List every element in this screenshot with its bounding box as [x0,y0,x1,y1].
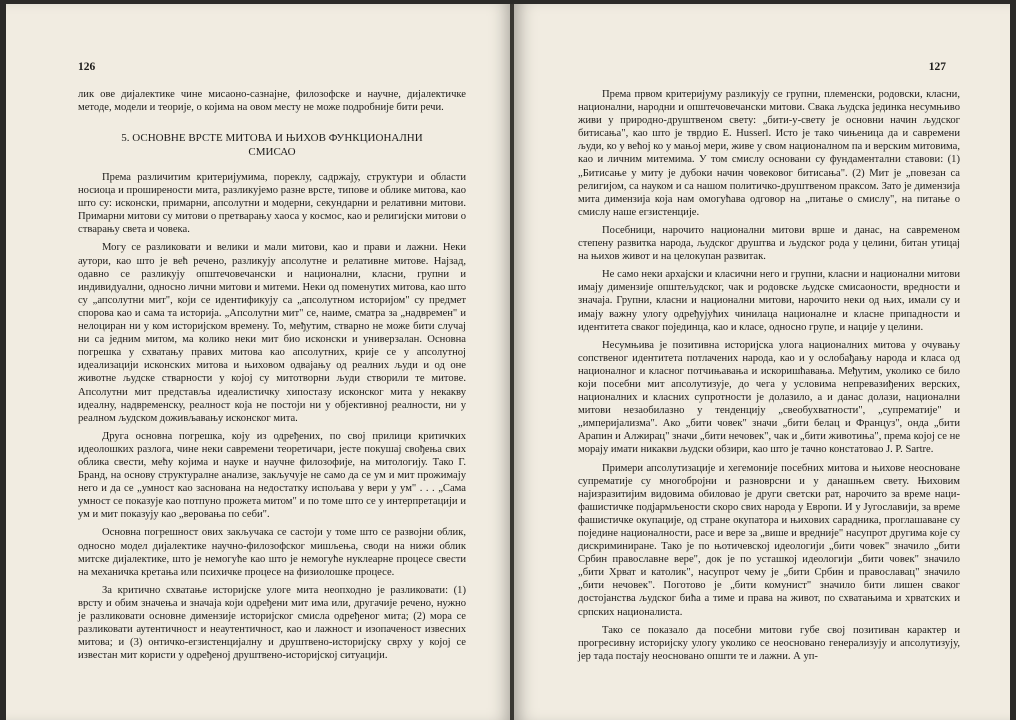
paragraph: Могу се разликовати и велики и мали митови, као и прави и лажни. Неки аутори, као што је већ речено, разликују апсолутне и релативне митове. Најзад, одавно се разликују општечовечански и национални, класни, групни и индивидуални, односно лични митови и митеми. Неки од поменутих митова, као што су „апсолутни мит", који се идентификују са „апсолутном историјом" су предмет спорова као и сама та историја. „Апсолутни мит" се, наиме, сматра за „надвремен" и нелоциран ни у ком историјском времену. То, међутим, стварно не може бити случај ни са једним митом, ма колико неки мит био исконски и универзалан. Основна погрешка у схватању правих митова као апсолутних, крије се у апсолутној идеализацији исконских митова и њиховом одвајању од реалних људи и од оне животне људске стварности у којој су митотворни људи створили те митове. Апсолутни мит представља идеалистичку хипостазу исконског мита у некакву идеалну, надвременску, реалност која не постоји ни у објективној реалности, ни у реалном људском доживљавању исконског мита. [78,242,466,424]
paragraph: Основна погрешност ових закључака се састоји у томе што се развојни облик, односно модел дијалектике научно-филозофског мишљења, своди на нижи облик митске дијалектике, што је немогуће као што је немогуће нуклеарне процесе свести на механичка кретања или психичке процесе на физиолошке процесе. [78,527,466,578]
paragraph: Посебници, нарочито национални митови врше и данас, на савременом степену развитка народа, људског друштва и људског рода у целини, битан утицај на њихов живот и на целокупан развитак. [578,224,960,263]
paragraph: Примери апсолутизације и хегемоније посебних митова и њихове неосноване супрематије су многобројни и разноврсни и у данашњем свету. Њиховим најизразитијим видовима обиловао је други светски рат, нарочито за време нaци-фашистичке подјармљености скоро свих народа у Европи. И у Југославији, за време фашистичке окупације, од стране окупатора и њихових сарадника, проглашаване су поједине националности, расе и вере за „више и вредније" насупрот другима које су дискриминиране. Тако је по њотичевској идеологији „бити човек" значило „бити Србин православне вере", док је по усташкој идеологији „бити човек" значило „бити Хрват и католик", насупрот чему је „бити Србин и православац" значило „бити нечовек". Поготово је „бити комунист" значило бити лишен сваког достојанства људског бића а тиме и права на живот, по схватањима и хрватских и српских националиста. [578,462,960,618]
paragraph: Не само неки архајски и класични него и групни, класни и национални митови имају димензије општељудског, чак и родовске људске смисаоности, вредности и значаја. Групни, класни и национални митови, нарочито неки од њих, имали су и имају важну улогу одређујућих чинилаца националне и класне припадности и идентитета сваког појединца, као и класе, односно групе, и нације у целини. [578,269,960,333]
right-page-body [578,88,960,663]
right-page [514,4,1010,720]
page-number-left: 126 [78,61,96,73]
paragraph: За критично схватање историјске улоге мита неопходно је разликовати: (1) врсту и обим значења и значаја који одређени мит има или, другачије речено, нужно је разликовати основне димензије историјског смисла одређеног мита; (2) мора се разликовати аутентичност и неаутентичност, као и лажност и изопаченост извесних митова; и (3) онтичко-егзистенцијалну и друштвено-историјску сврху у којој се известан мит користи у одређеној друштвено-историјској ситуацији. [78,584,466,662]
paragraph: Према различитим критеријумима, пореклу, садржају, структури и области носиоца и проширености мита, разликујемо разне врсте, типове и облике митова, као што су: исконски, примарни, апсолутни и модерни, секундарни и релативни митови. Примарни митови су митови о претварању хаоса у космос, као и религијски митови о стварању света и човека. [78,172,466,236]
left-page-body [78,88,466,662]
left-page [6,4,512,720]
paragraph: Друга основна погрешка, коју из одређених, по свој прилици критичких идеолошких разлога, чине неки савремени теоретичари, јесте покушај свођења свих облика свести, мећу којима и науке и научне филозофије, на митологију. Тако Г. Бранд, на основу структуралне анализе, закључује не само да се ум и мит прожимају него и да се „умност као заснована на недостатку испољава у вери у ум" . . . „Сама умност се показује као потпуно прожета митом" и по томе што се у интерпретацији и ум и мит показују као „веровања по себи". [78,430,466,521]
paragraph: Несумњива је позитивна историјска улога националних митова у очувању сопственог идентитета потлачених народа, као и у ослобађању народа и класа од националног и класног потчињавања и искоришћавања. Међутим, уколико се било који посебни мит апсолутизује, до чега у условима непревазиђених верских, националних и класних супротности је долазило, а и данас долази, национални митови незаобилазно у тенденцију „свеобухватности", „супрематије" и „империјализма". Ако „бити човек" значи „бити белац и Француз", онда „бити Арапин и Алжирац" значи „бити нечовек", чак и „бити животиња", према којој се не морају имати никакви људски обзири, као што је тачно констатовао J. P. Sartre. [578,339,960,456]
section-heading: 5. ОСНОВНЕ ВРСТЕ МИТОВА И ЊИХОВ ФУНКЦИОНАЛНИ СМИСАО [121,132,423,158]
opening-paragraph: лик ове дијалектике чине мисаоно-сазнајне, филозофске и научне, дијалектичке методе, модели и теорије, о којима на овом месту не може подробније бити речи. [78,89,466,114]
paragraph: Према првом критеријуму разликују се групни, племенски, родовски, класни, национални, народни и општечовечански митови. Свака људска јединка несумњиво живи у природно-друштвеном свету: „бити-у-свету је основни начин људског битисања", као што је тврдио E. Husserl. Исто је тако чињеница да и савремени људи, ко у већој ко у мањој мери, живе у свом националном па и верским митовима, као и личним митемима. У том смислу основани су фундаментални ставови: (1) „Битисање у миту је дубоки начин човековог битисања". (2) Мит је „повезан са религијом, са науком и са нашом политичко-друштвеном праксом. Зато је димензија мита димензија која нам омогућава одговор на „питање о смислу", на питање о смислу наше егзистенције. [578,89,960,218]
page-number-right: 127 [928,61,946,73]
paragraph: Тако се показало да посебни митови губе свој позитиван карактер и прогресивну историјску улогу уколико се неосновано генерализују и апсолутизују, јер тада постају неосновано општи те и лажни. А уп- [578,624,960,662]
